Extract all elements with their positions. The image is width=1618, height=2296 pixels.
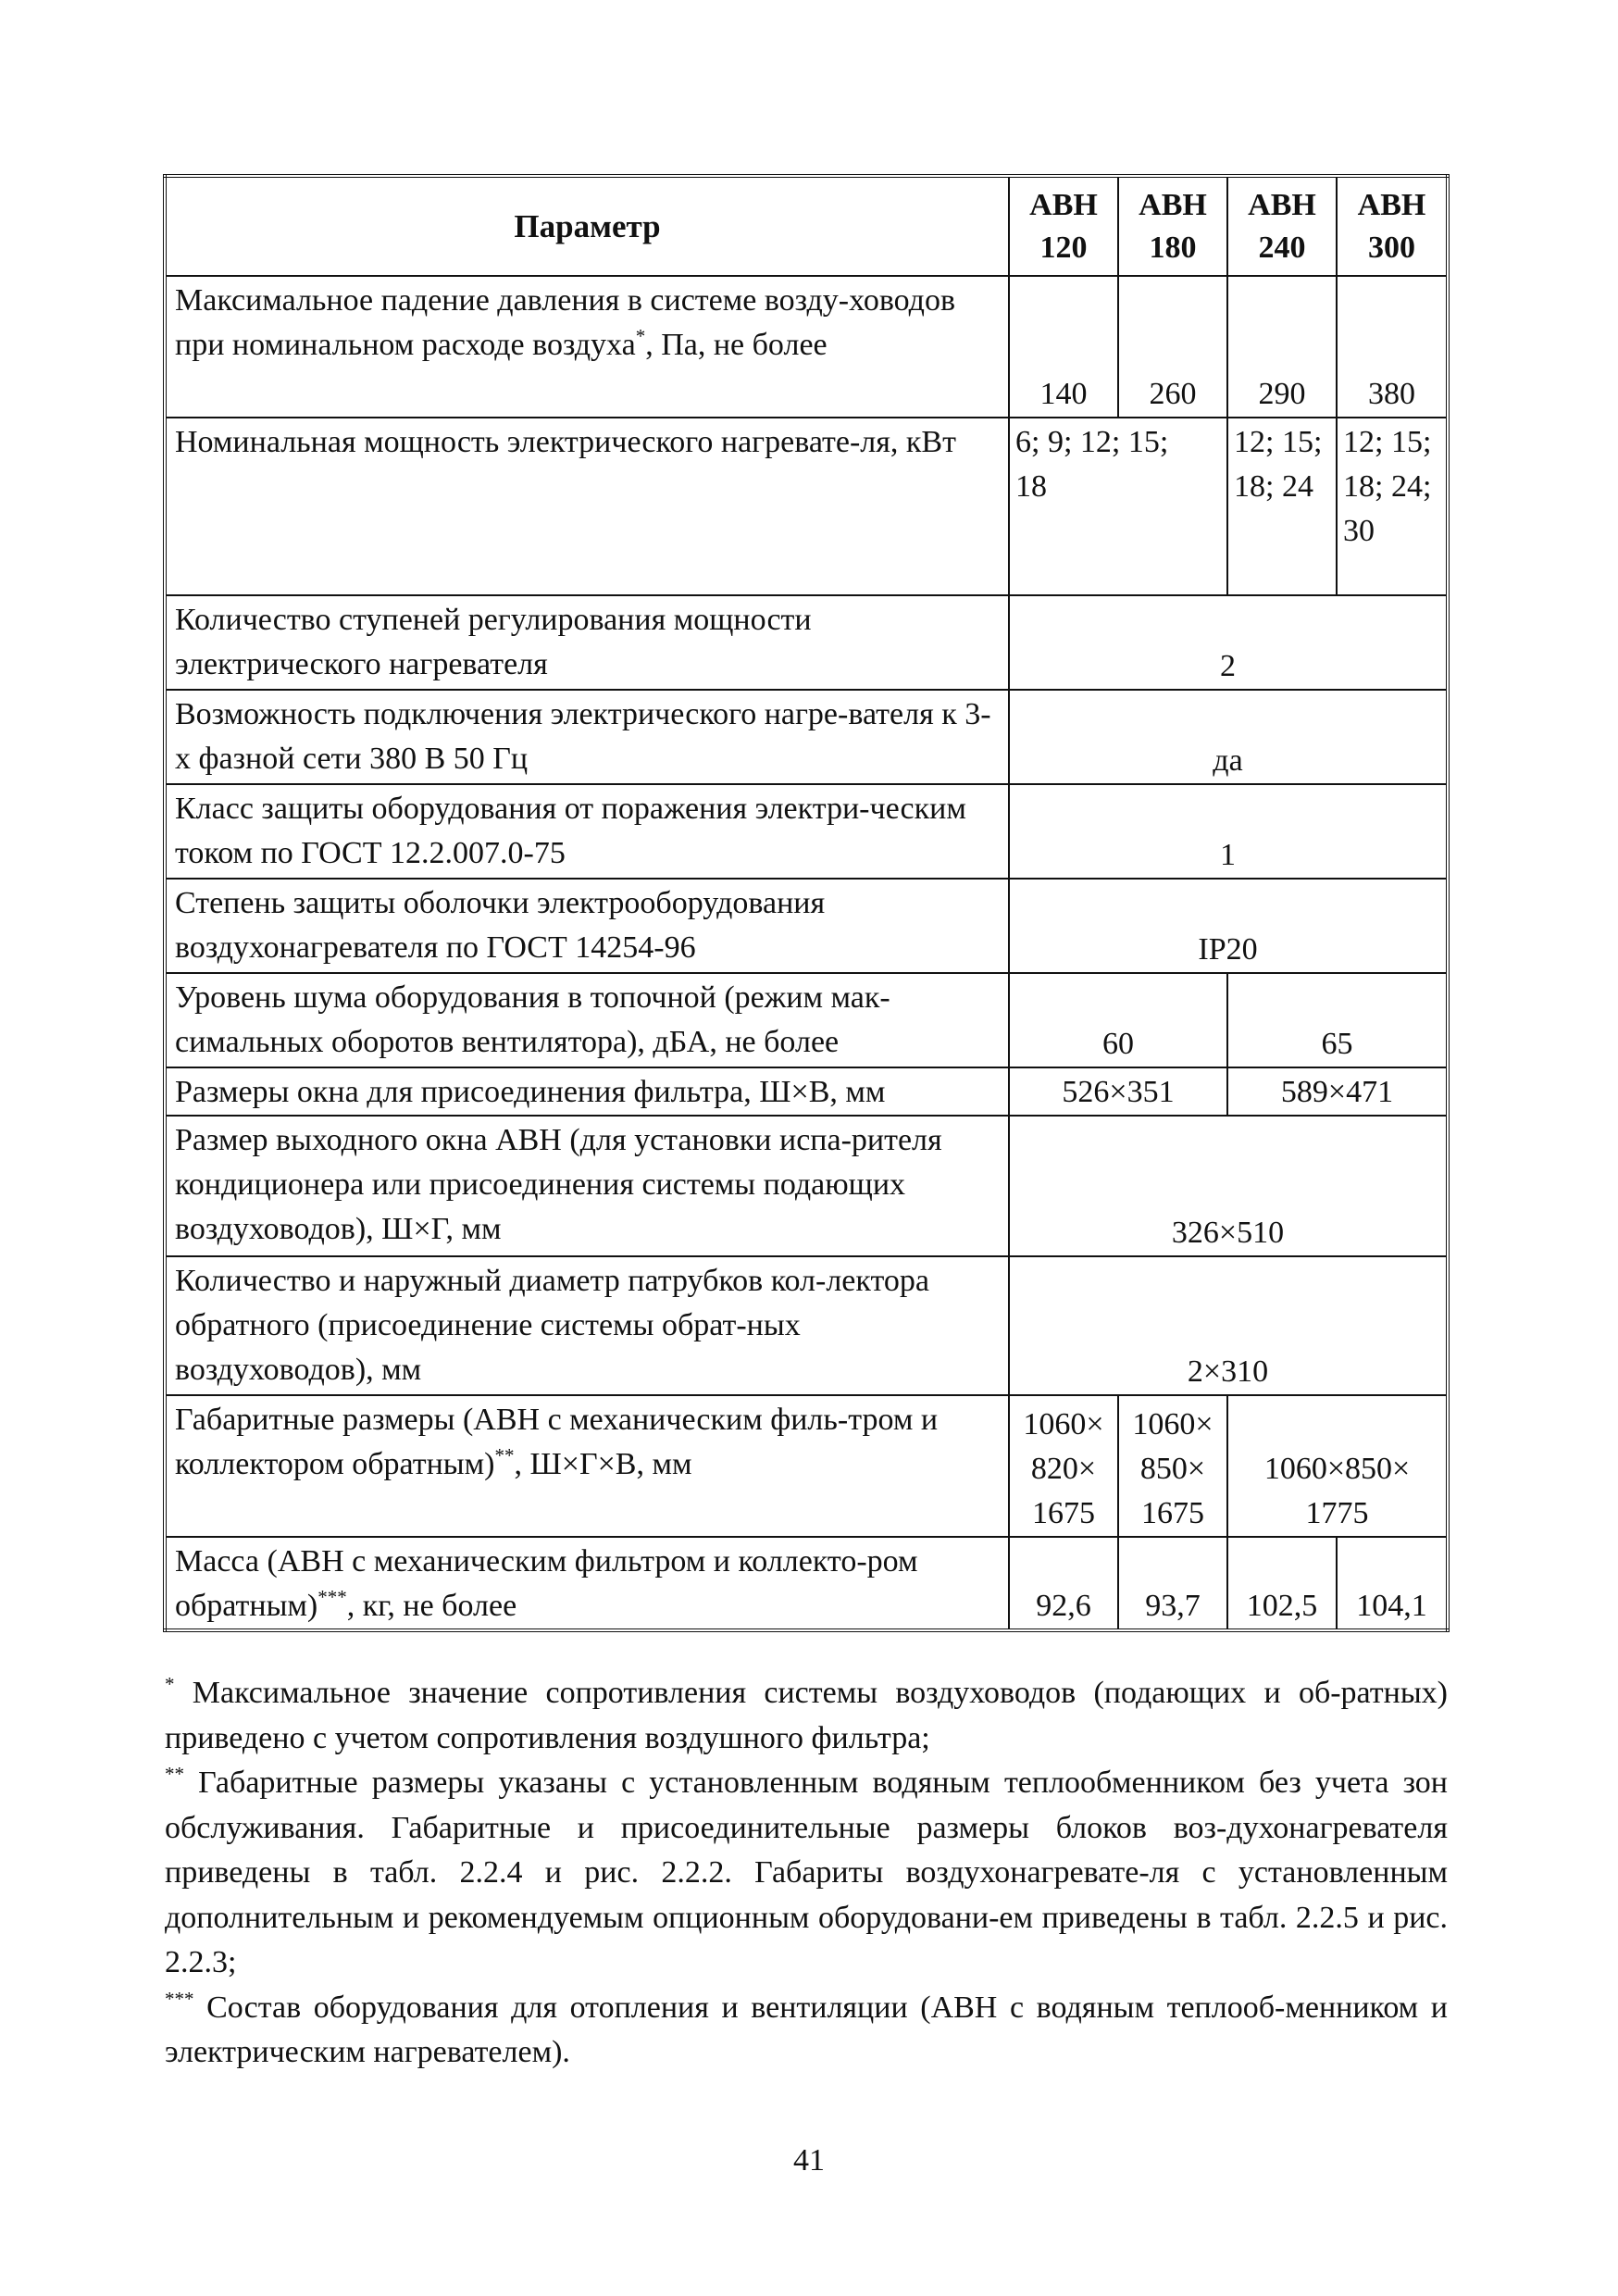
footnote-mark: * [635, 325, 646, 347]
value-text: 6; 9; 12; 15; 18 [1015, 425, 1169, 504]
footnote-text: Максимальное значение сопротивления системы воздуховодов (подающих и об-ратных) приведено с учетом сопротивления воздушного фильтра; [165, 1676, 1448, 1755]
footnote-text: Состав оборудования для отопления и вентиляции (АВН с водяным теплооб-менником и электрическим нагревателем). [165, 1990, 1448, 2069]
footnote-text: Габаритные размеры указаны с установленным водяным теплообменником без учета зон обслуживания. Габаритные и присоединительные размеры блоков воз-духонагревателя приведены в табл. 2.2.4 и рис. 2.2.2. Габариты воздухонагревате-ля с установленным дополнительным и рекомендуемым опционным оборудовани-ем приведены в табл. 2.2.5 и рис. 2.2.3; [165, 1766, 1448, 1979]
page-number: 41 [793, 2143, 825, 2177]
table-row [165, 418, 1448, 595]
footnote [165, 1986, 1448, 2076]
value-cell: IP20 [1009, 879, 1448, 973]
model-number: 300 [1368, 230, 1415, 265]
parameter-text: Масса (АВН с механическим фильтром и коллекто-ром обратным) [175, 1544, 918, 1623]
parameter-text: Класс защиты оборудования от поражения электри-ческим током по ГОСТ 12.2.007.0-75 [165, 784, 1009, 879]
value-cell: 260 [1118, 276, 1227, 418]
value-text: 1060× 820× 1675 [1023, 1407, 1104, 1530]
header-model-120 [1009, 176, 1118, 276]
value-cell: 92,6 [1009, 1537, 1118, 1630]
model-name: АВН [1139, 187, 1207, 222]
header-model-180 [1118, 176, 1227, 276]
parameter-cell [165, 276, 1009, 418]
parameter-text: Номинальная мощность электрического нагревате-ля, кВт [165, 418, 1009, 595]
table-row [165, 1116, 1448, 1256]
value-cell [1009, 418, 1227, 595]
model-name: АВН [1248, 187, 1316, 222]
footnote-mark: * [165, 1673, 175, 1695]
value-cell [1009, 1395, 1118, 1537]
value-cell: 60 [1009, 973, 1227, 1067]
model-name: АВН [1029, 187, 1098, 222]
parameter-text: Габаритные размеры (АВН с механическим филь-тром и коллектором обратным) [175, 1403, 939, 1481]
header-parameter: Параметр [165, 176, 1009, 276]
table-row [165, 1067, 1448, 1116]
footnote-mark: ** [165, 1763, 184, 1785]
parameter-text-tail: , Па, не более [645, 328, 828, 362]
parameter-text: Размер выходного окна АВН (для установки испа-рителя кондиционера или присоединения системы подающих воздуховодов), Ш×Г, мм [165, 1116, 1009, 1256]
footnote [165, 1761, 1448, 1986]
value-cell: 2 [1009, 595, 1448, 690]
table-row [165, 1256, 1448, 1395]
table-row [165, 879, 1448, 973]
value-cell: 290 [1227, 276, 1337, 418]
value-cell [1227, 1395, 1448, 1537]
parameters-table [163, 174, 1450, 1632]
parameter-cell [165, 1537, 1009, 1630]
value-cell: 104,1 [1337, 1537, 1448, 1630]
table-row [165, 595, 1448, 690]
parameter-text-tail: , Ш×Г×В, мм [514, 1447, 692, 1481]
value-cell: 12; 15; 18; 24; 30 [1337, 418, 1448, 595]
model-name: АВН [1357, 187, 1426, 222]
footnote-mark: ** [494, 1444, 515, 1466]
parameter-text: Размеры окна для присоединения фильтра, Ш×В, мм [165, 1067, 1009, 1116]
table-row [165, 1537, 1448, 1630]
model-number: 180 [1149, 230, 1197, 265]
table-header-row [165, 176, 1448, 276]
footnote-mark: *** [165, 1987, 194, 2010]
value-cell: 326×510 [1009, 1116, 1448, 1256]
table-row [165, 784, 1448, 879]
value-text: 1060×850× 1775 [1263, 1452, 1411, 1530]
model-number: 120 [1039, 230, 1088, 265]
value-cell: 12; 15; 18; 24 [1227, 418, 1337, 595]
value-cell: 93,7 [1118, 1537, 1227, 1630]
value-cell: 526×351 [1009, 1067, 1227, 1116]
header-model-300 [1337, 176, 1448, 276]
value-cell: 65 [1227, 973, 1448, 1067]
value-cell: 1 [1009, 784, 1448, 879]
value-cell [1118, 1395, 1227, 1537]
table-row [165, 1395, 1448, 1537]
value-cell: да [1009, 690, 1448, 784]
footnotes [165, 1671, 1448, 2076]
parameter-text: Количество ступеней регулирования мощности электрического нагревателя [165, 595, 1009, 690]
table-row [165, 276, 1448, 418]
parameter-text: Возможность подключения электрического нагре-вателя к 3-х фазной сети 380 В 50 Гц [165, 690, 1009, 784]
header-model-240 [1227, 176, 1337, 276]
model-number: 240 [1258, 230, 1306, 265]
parameter-text-tail: , кг, не более [346, 1589, 517, 1623]
table-row [165, 690, 1448, 784]
value-cell: 589×471 [1227, 1067, 1448, 1116]
parameter-cell [165, 1395, 1009, 1537]
footnote-mark: *** [317, 1586, 347, 1608]
value-cell: 140 [1009, 276, 1118, 418]
parameter-text: Количество и наружный диаметр патрубков кол-лектора обратного (присоединение системы обрат-ных воздуховодов), мм [165, 1256, 1009, 1395]
footnote [165, 1671, 1448, 1761]
table-row [165, 973, 1448, 1067]
value-cell: 380 [1337, 276, 1448, 418]
parameter-text: Степень защиты оболочки электрооборудования воздухонагревателя по ГОСТ 14254-96 [165, 879, 1009, 973]
parameter-text: Уровень шума оборудования в топочной (режим мак-симальных оборотов вентилятора), дБА, не более [165, 973, 1009, 1067]
parameter-text: Максимальное падение давления в системе возду-ховодов при номинальном расходе воздуха [175, 283, 956, 362]
value-cell: 102,5 [1227, 1537, 1337, 1630]
value-cell: 2×310 [1009, 1256, 1448, 1395]
value-text: 1060× 850× 1675 [1132, 1407, 1214, 1530]
